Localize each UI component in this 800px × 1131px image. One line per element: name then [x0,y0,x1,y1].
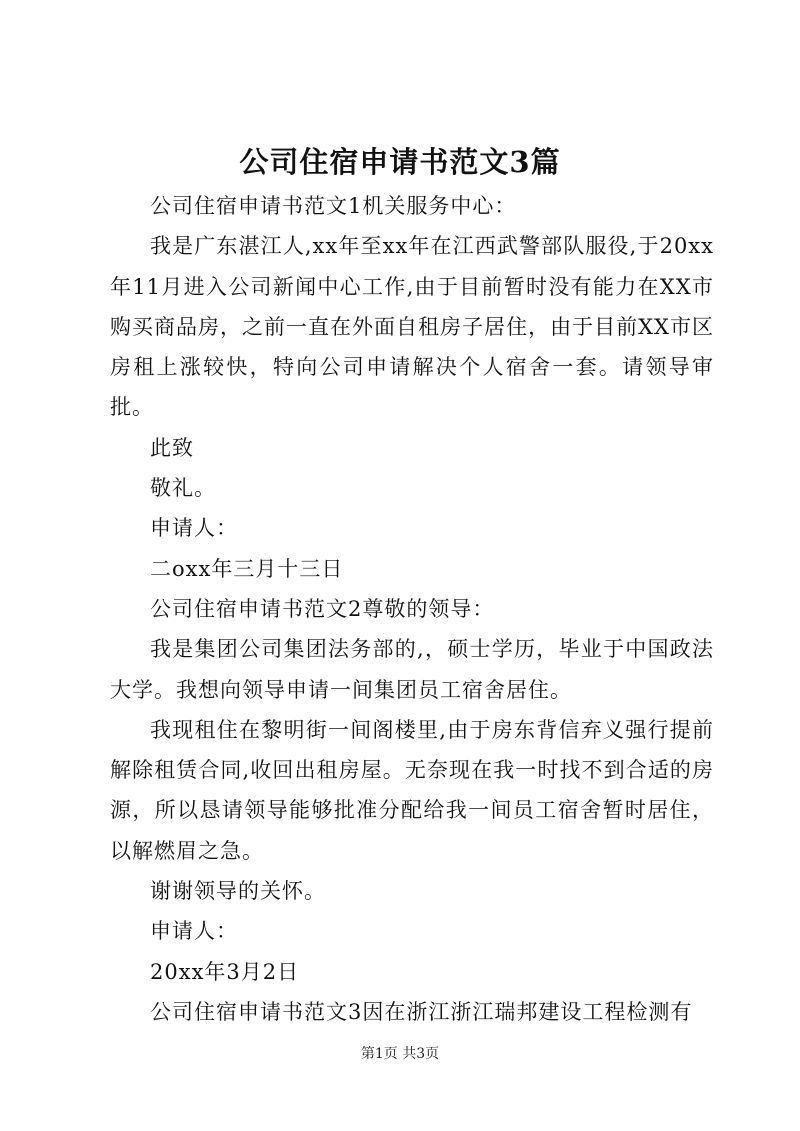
closing-regards: 敬礼。 [150,476,216,501]
page-footer: 第1页 共3页 [360,1046,440,1062]
thanks-line: 谢谢领导的关怀。 [150,879,326,904]
closing-salutation: 此致 [150,435,194,460]
document-body [110,186,714,1032]
paragraph-2-body-b: 我现租住在黎明街一间阁楼里,由于房东背信弃义强行提前解除租赁合同,收回出租房屋。无奈现在我一时找不到合适的房源，所以恳请领导能够批准分配给我一间员工宿舍暂时居住，以解燃眉之急。 [110,717,714,863]
applicant-label-2: 申请人： [150,919,238,944]
paragraph-2-body-a: 我是集团公司集团法务部的,，硕士学历，毕业于中国政法大学。我想向领导申请一间集团员工宿舍居住。 [110,637,714,702]
applicant-label: 申请人： [150,516,238,541]
paragraph-2-heading: 公司住宿申请书范文2尊敬的领导： [150,596,495,621]
paragraph-3-heading: 公司住宿申请书范文3因在浙江浙江瑞邦建设工程检测有 [150,999,693,1024]
date-line: 二oxx年三月十三日 [150,556,344,581]
paragraph-1-heading: 公司住宿申请书范文1机关服务中心： [150,194,517,218]
date-line-2: 20xx年3月2日 [150,959,300,984]
document-title: 公司住宿申请书范文3篇 [239,145,561,179]
paragraph-1-body: 我是广东湛江人,xx年至xx年在江西武警部队服役,于20xx年11月进入公司新闻中心工作,由于目前暂时没有能力在XX市购买商品房，之前一直在外面自租房子居住，由于目前XX市区房租上涨较快，特向公司申请解决个人宿舍一套。请领导审批。 [110,234,714,420]
